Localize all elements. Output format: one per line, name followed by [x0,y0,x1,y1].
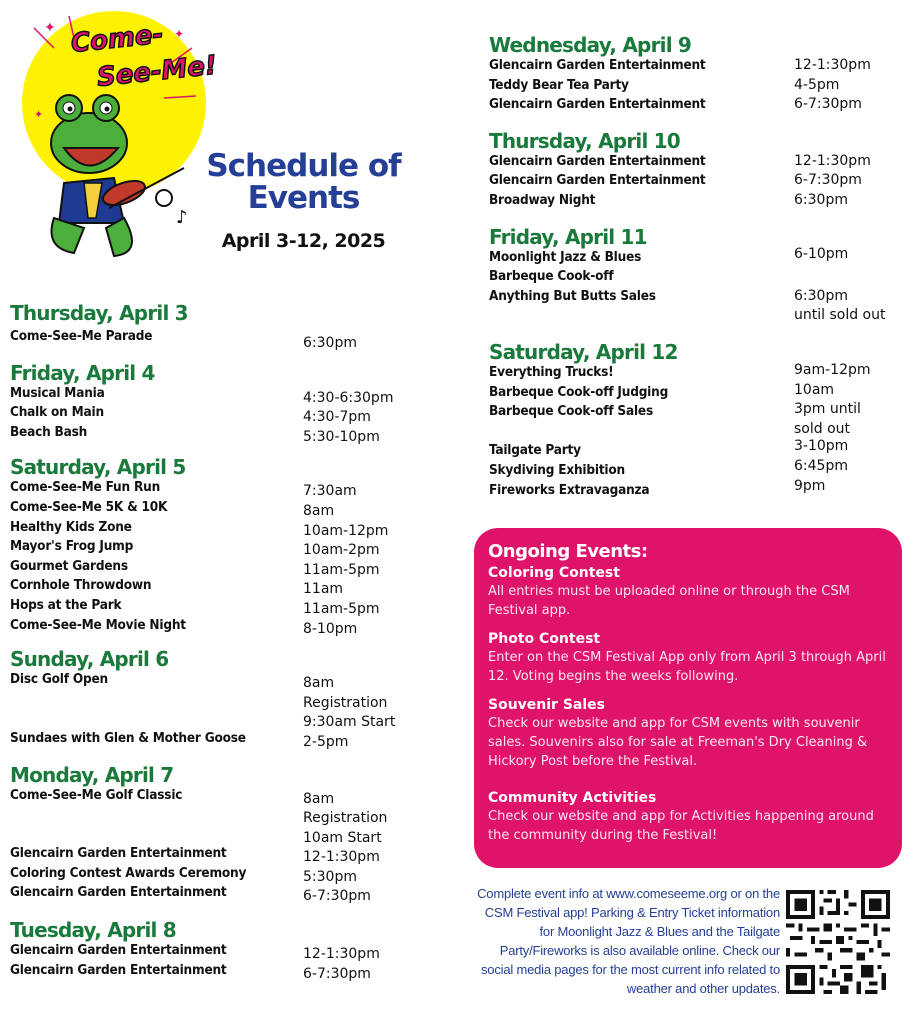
event-name: Broadway Night [489,191,596,208]
event-time: 4-5pm [794,76,840,93]
right-schedule-column [489,34,909,500]
event-time: 12-1:30pm [794,57,871,73]
event-row [10,616,410,636]
event-row [10,786,410,806]
event-name: Moonlight Jazz & Blues [489,248,642,265]
event-name: Cornhole Throwdown [10,577,152,594]
event-time: 6-7:30pm [794,172,862,189]
event-time: 11am-5pm [303,561,380,578]
event-row [10,498,410,518]
svg-text:✦: ✦ [44,20,56,36]
event-name: Glencairn Garden Entertainment [10,845,227,862]
ongoing-item-desc: Enter on the CSM Festival App only from April 3 through April 12. Voting begins the weeks following. [488,650,886,684]
ongoing-heading: Ongoing Events: [488,541,648,562]
event-time: 3pm until [794,401,861,418]
left-schedule-column [10,302,410,980]
event-time: 9pm [794,477,826,494]
event-name: Teddy Bear Tea Party [489,76,629,93]
event-info-text: Complete event info at www.comeseeme.org or on the CSM Festival app! Parking & Entry Ticket information for Moonlight Jazz & Blues and the Tailgate Party/Fireworks is also available online. Check our social media pages for the most current info related to weather and other updates. [477,886,780,996]
schedule-title: Schedule of Events [206,148,401,216]
event-time: 12-1:30pm [303,946,380,963]
event-row [10,327,410,351]
ongoing-item-title: Souvenir Sales [488,697,605,713]
event-name: Anything But Butts Sales [489,287,656,304]
frog-violin-illustration [14,8,219,263]
event-name: Fireworks Extravaganza [489,481,650,498]
ongoing-item-title: Photo Contest [488,631,601,647]
event-time: 4:30-7pm [303,409,371,426]
event-name: Come-See-Me Fun Run [10,479,161,496]
event-time: 3-10pm [794,438,849,455]
event-row [489,95,909,115]
event-row [10,576,410,596]
event-time: 11am-5pm [303,600,380,617]
event-row [10,596,410,616]
event-time: 4:30-6:30pm [303,389,394,406]
day-heading: Thursday, April 3 [10,301,188,325]
event-time: 6:30pm [303,335,357,351]
event-name: Sundaes with Glen & Mother Goose [10,729,246,746]
event-time-continued: Registration [303,810,388,827]
svg-text:✦: ✦ [34,108,44,121]
ongoing-item-title: Community Activities [488,790,657,806]
event-row [10,518,410,538]
event-row [489,363,909,383]
event-name: Chalk on Main [10,404,104,421]
event-time-continued: sold out [794,420,851,437]
event-row [10,883,410,903]
event-name: Glencairn Garden Entertainment [489,152,706,169]
event-time: 6:30pm [794,191,848,208]
event-time: 8am [303,502,335,519]
event-name: Barbeque Cook-off Sales [489,403,654,420]
svg-text:♪: ♪ [176,207,188,228]
qr-code-graphic [786,890,890,994]
event-row [10,384,410,404]
event-time-continued: 9:30am Start [303,714,396,731]
day-heading: Saturday, April 12 [489,339,678,364]
day-heading: Monday, April 7 [10,762,174,787]
event-name: Musical Mania [10,384,105,401]
event-row [489,457,909,481]
schedule-dates: April 3-12, 2025 [221,230,386,252]
event-time: 5:30-10pm [303,428,380,445]
event-name: Come-See-Me Movie Night [10,616,186,633]
event-name: Glencairn Garden Entertainment [489,96,706,113]
event-name: Barbeque Cook-off Judging [489,383,669,400]
event-time: 10am-12pm [303,522,389,539]
event-time: 6-7:30pm [303,888,371,905]
event-time: 8-10pm [303,620,358,637]
event-name: Tailgate Party [489,442,581,459]
event-time: 6-10pm [794,245,849,262]
event-time: 2-5pm [303,733,349,750]
event-name: Barbeque Cook-off [489,268,614,285]
event-row [489,191,909,211]
event-time: 12-1:30pm [794,152,871,169]
event-time: 10am [794,381,835,398]
come-see-me-logo [14,8,219,263]
day-heading: Tuesday, April 8 [10,918,176,943]
svg-text:✦: ✦ [174,27,185,41]
event-name: Come-See-Me Golf Classic [10,786,183,803]
event-time: 12-1:30pm [303,849,380,866]
event-name: Skydiving Exhibition [489,461,625,478]
day-heading: Thursday, April 10 [489,128,680,153]
ongoing-item-desc: Check our website and app for Activities happening around the community during the Festival! [488,809,874,843]
event-row [10,961,410,981]
event-name: Everything Trucks! [489,363,614,380]
logo-text-line1: Come- [69,19,165,59]
day-heading: Saturday, April 5 [10,455,186,480]
event-row [489,245,909,268]
ongoing-item-title: Coloring Contest [488,565,620,581]
event-name: Glencairn Garden Entertainment [10,884,227,901]
event-row [10,423,410,443]
logo-text-line2: See-Me! [95,50,219,93]
event-name: Come-See-Me Parade [10,328,153,344]
event-name: Healthy Kids Zone [10,518,132,535]
event-time: 5:30pm [303,868,357,885]
event-name: Gourmet Gardens [10,557,128,574]
ongoing-events-box [474,528,902,868]
ongoing-item-desc: Check our website and app for CSM events with souvenir sales. Souvenirs also for sale at Freeman's Dry Cleaning & Hickory Post before the Festival. [488,716,868,769]
event-name: Glencairn Garden Entertainment [489,57,706,73]
event-time: 6-7:30pm [303,965,371,982]
event-time: 7:30am [303,483,357,500]
day-heading: Sunday, April 6 [10,647,169,672]
event-time-continued: until sold out [794,307,886,324]
event-time: 9am-12pm [794,361,871,378]
event-name: Glencairn Garden Entertainment [10,961,227,978]
event-time: 8am [303,675,335,692]
event-name: Glencairn Garden Entertainment [10,942,227,959]
day-heading: Wednesday, April 9 [489,33,692,57]
event-name: Hops at the Park [10,596,122,613]
event-name: Disc Golf Open [10,671,108,688]
event-time: 10am-2pm [303,542,380,559]
event-row [489,477,909,501]
day-heading: Friday, April 11 [489,224,647,249]
event-row [489,76,909,96]
day-heading: Friday, April 4 [10,360,155,385]
event-row [489,171,909,191]
event-name: Come-See-Me 5K & 10K [10,498,168,515]
event-name: Beach Bash [10,423,88,440]
event-time: 6:45pm [794,457,848,474]
event-row [489,267,909,287]
event-row [489,152,909,172]
qr-code[interactable] [786,890,890,994]
event-time: 6:30pm [794,287,848,304]
event-row [489,287,909,307]
event-row [10,403,410,426]
event-row [10,670,410,690]
event-time-continued: 10am Start [303,829,382,846]
event-row [489,56,909,76]
event-time-continued: Registration [303,694,388,711]
event-time: 6-7:30pm [794,96,862,113]
event-time: 11am [303,581,344,598]
event-row [10,864,410,884]
event-time: 8am [303,790,335,807]
event-row [10,844,410,864]
event-name: Glencairn Garden Entertainment [489,172,706,189]
event-row [10,557,410,577]
ongoing-item-desc: All entries must be uploaded online or through the CSM Festival app. [488,584,850,618]
event-row [10,729,410,749]
event-row [10,941,410,961]
event-row [10,537,410,557]
event-name: Mayor's Frog Jump [10,538,134,555]
event-name: Coloring Contest Awards Ceremony [10,864,247,881]
event-row [10,478,410,498]
